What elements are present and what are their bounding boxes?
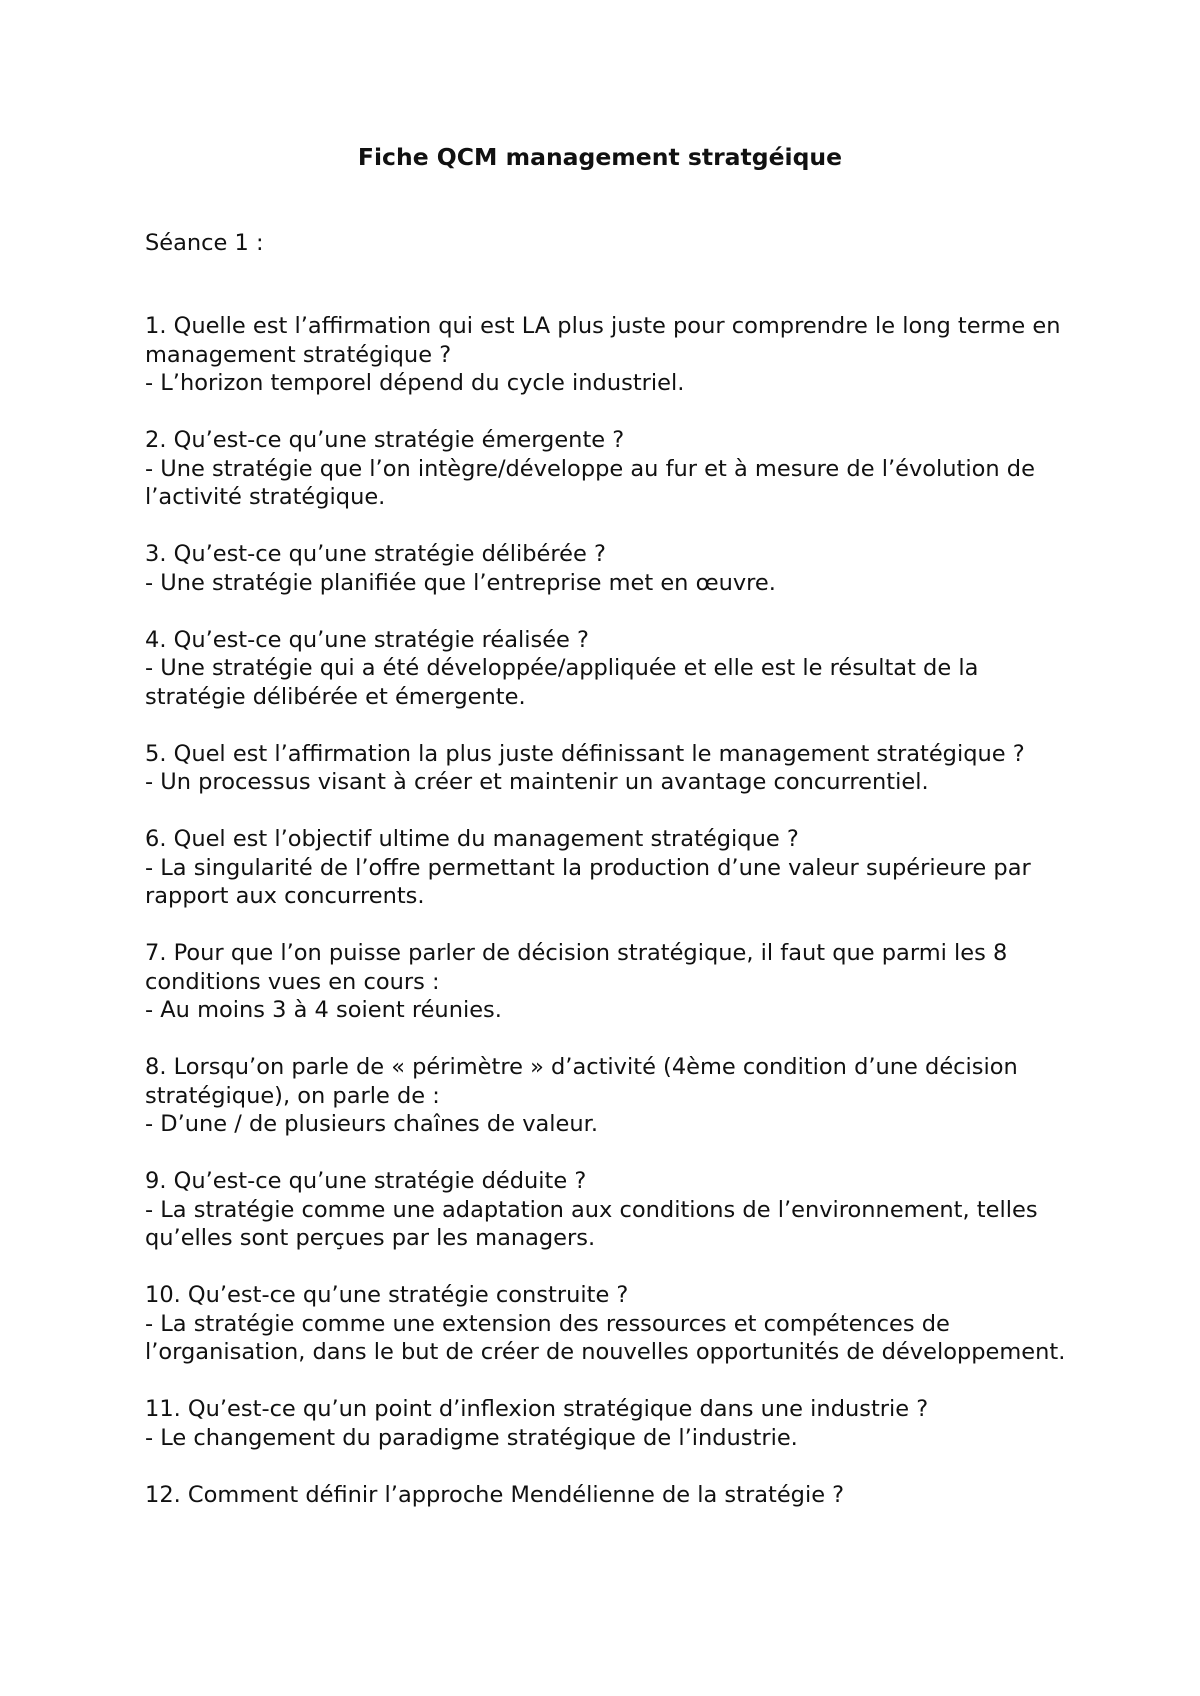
qa-item <box>145 1053 1075 1139</box>
question-text: 4. Qu’est-ce qu’une stratégie réalisée ? <box>145 626 589 653</box>
qa-item <box>145 939 1075 1025</box>
qa-item <box>145 426 1075 512</box>
qa-item <box>145 825 1075 911</box>
answer-text: - Un processus visant à créer et maintenir un avantage concurrentiel. <box>145 769 929 795</box>
qa-item <box>145 740 1075 797</box>
question-text: 5. Quel est l’affirmation la plus juste définissant le management stratégique ? <box>145 740 1025 767</box>
answer-text: - Le changement du paradigme stratégique de l’industrie. <box>145 1424 798 1451</box>
question-text: 8. Lorsqu’on parle de « périmètre » d’activité (4ème condition d’une décision stratégique), on parle de : <box>145 1054 1018 1109</box>
document-title: Fiche QCM management stratgéique <box>357 143 843 171</box>
qa-item <box>145 1281 1075 1367</box>
answer-text: - L’horizon temporel dépend du cycle industriel. <box>145 370 685 396</box>
question-text: 7. Pour que l’on puisse parler de décision stratégique, il faut que parmi les 8 conditions vues en cours : <box>145 940 1008 995</box>
question-text: 11. Qu’est-ce qu’un point d’inflexion stratégique dans une industrie ? <box>145 1396 929 1422</box>
qa-item <box>145 540 1075 597</box>
qa-item <box>145 1167 1075 1253</box>
qa-item <box>145 1481 1075 1510</box>
question-text: 10. Qu’est-ce qu’une stratégie construite ? <box>145 1282 629 1308</box>
question-text: 6. Quel est l’objectif ultime du management stratégique ? <box>145 826 799 852</box>
answer-text: - Au moins 3 à 4 soient réunies. <box>145 997 502 1023</box>
session-heading: Séance 1 : <box>145 230 264 256</box>
question-text: 12. Comment définir l’approche Mendélienne de la stratégie ? <box>145 1481 845 1508</box>
answer-text: - La singularité de l’offre permettant la production d’une valeur supérieure par rapport aux concurrents. <box>145 854 1031 909</box>
document-page <box>145 0 1075 1696</box>
answer-text: - Une stratégie planifiée que l’entreprise met en œuvre. <box>145 569 776 596</box>
question-text: 2. Qu’est-ce qu’une stratégie émergente ? <box>145 427 625 453</box>
answer-text: - Une stratégie qui a été développée/appliquée et elle est le résultat de la stratégie délibérée et émergente. <box>145 655 979 710</box>
question-text: 1. Quelle est l’affirmation qui est LA plus juste pour comprendre le long terme en management stratégique ? <box>145 313 1061 368</box>
question-text: 9. Qu’est-ce qu’une stratégie déduite ? <box>145 1168 587 1194</box>
answer-text: - Une stratégie que l’on intègre/développe au fur et à mesure de l’évolution de l’activité stratégique. <box>145 455 1035 510</box>
qa-list <box>145 312 1075 1538</box>
qa-item <box>145 626 1075 712</box>
answer-text: - D’une / de plusieurs chaînes de valeur. <box>145 1111 598 1137</box>
answer-text: - La stratégie comme une extension des ressources et compétences de l’organisation, dans le but de créer de nouvelles opportunités de développement. <box>145 1310 1066 1365</box>
qa-item <box>145 1395 1075 1452</box>
answer-text: - La stratégie comme une adaptation aux conditions de l’environnement, telles qu’elles sont perçues par les managers. <box>145 1196 1038 1251</box>
qa-item <box>145 312 1075 398</box>
question-text: 3. Qu’est-ce qu’une stratégie délibérée ? <box>145 541 606 567</box>
